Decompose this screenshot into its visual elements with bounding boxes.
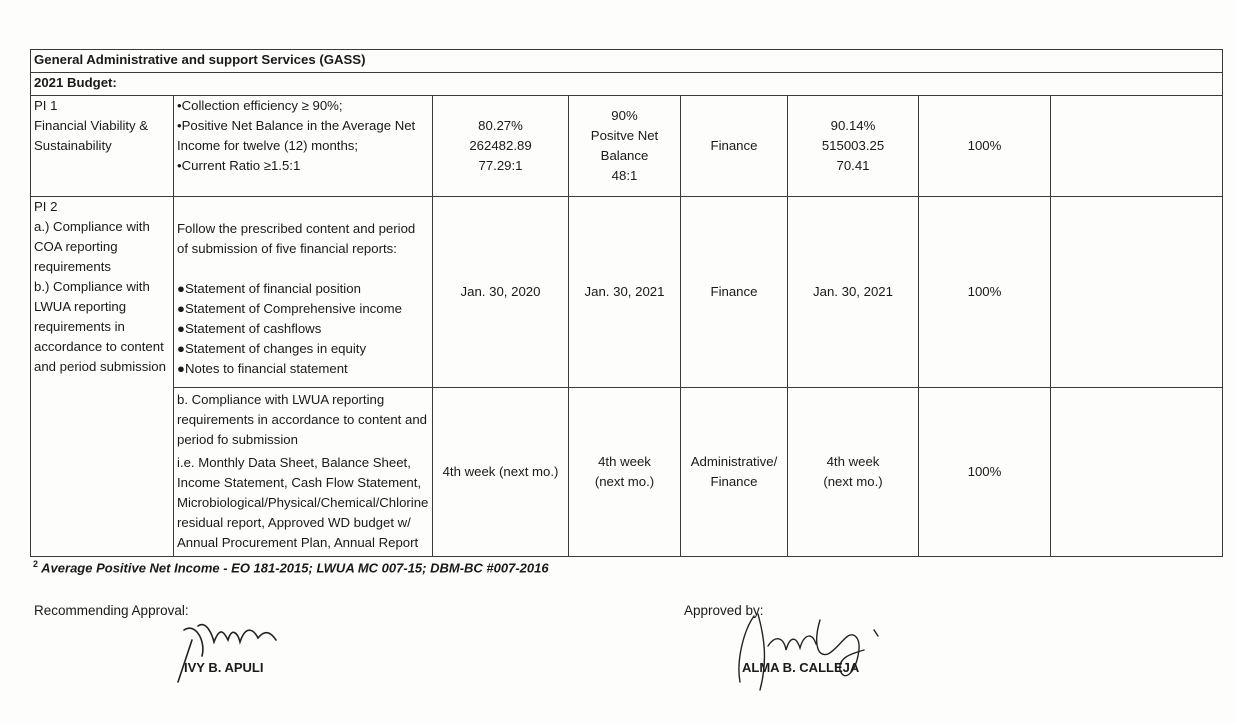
criteria-detail-line: Income Statement, Cash Flow Statement, bbox=[177, 475, 422, 490]
budget-label: 2021 Budget: bbox=[31, 73, 1223, 96]
target-line: 4th week bbox=[598, 454, 651, 469]
section-title: General Administrative and support Services (GASS) bbox=[31, 50, 1223, 73]
target-cell: Jan. 30, 2021 bbox=[569, 197, 681, 388]
indicator-line: a.) Compliance with bbox=[34, 219, 150, 234]
remarks-cell bbox=[1051, 388, 1223, 557]
indicator-line: and period submission bbox=[34, 359, 166, 374]
indicator-line: PI 2 bbox=[34, 199, 58, 214]
criteria-cell bbox=[174, 197, 433, 388]
criteria-line: Income for twelve (12) months; bbox=[177, 138, 359, 153]
recommending-approval-label: Recommending Approval: bbox=[34, 603, 189, 618]
table-row-pi2b bbox=[31, 388, 1223, 557]
criteria-line: b. Compliance with LWUA reporting bbox=[177, 392, 385, 407]
target-cell bbox=[569, 388, 681, 557]
criteria-detail-line: Microbiological/Physical/Chemical/Chlorine bbox=[177, 495, 429, 510]
target-line: (next mo.) bbox=[594, 474, 655, 489]
criteria-item: ●Statement of cashflows bbox=[177, 321, 322, 336]
baseline-line: 262482.89 bbox=[469, 138, 532, 153]
target-line: 48:1 bbox=[611, 168, 638, 183]
criteria-line: •Collection efficiency ≥ 90%; bbox=[177, 98, 343, 113]
table-row-pi2a bbox=[31, 197, 1223, 388]
indicator-line: Financial Viability & bbox=[34, 118, 149, 133]
footnote-text: Average Positive Net Income - EO 181-2015; LWUA MC 007-15; DBM-BC #007-2016 bbox=[41, 560, 549, 576]
responsible-cell: Finance bbox=[681, 197, 788, 388]
indicator-line: requirements bbox=[34, 259, 111, 274]
indicator-line: requirements in bbox=[34, 319, 125, 334]
footnote bbox=[33, 559, 549, 575]
criteria-item: ●Notes to financial statement bbox=[177, 361, 348, 376]
criteria-item: ●Statement of Comprehensive income bbox=[177, 301, 402, 316]
criteria-cell bbox=[174, 388, 433, 557]
responsible-cell bbox=[681, 388, 788, 557]
rating-cell: 100% bbox=[919, 96, 1051, 197]
criteria-detail-line: residual report, Approved WD budget w/ bbox=[177, 515, 411, 530]
approved-signatory-name: ALMA B. CALLEJA bbox=[742, 660, 860, 675]
target-line: Positve Net bbox=[590, 128, 659, 143]
actual-line: 70.41 bbox=[836, 158, 870, 173]
criteria-detail-line: i.e. Monthly Data Sheet, Balance Sheet, bbox=[177, 455, 411, 470]
criteria-cell bbox=[174, 96, 433, 197]
table-row-pi1 bbox=[31, 96, 1223, 197]
indicator-line: PI 1 bbox=[34, 98, 58, 113]
target-line: 90% bbox=[611, 108, 638, 123]
responsible-line: Finance bbox=[710, 474, 758, 489]
criteria-detail-line: Annual Procurement Plan, Annual Report bbox=[177, 535, 419, 550]
actual-line: 515003.25 bbox=[821, 138, 885, 153]
responsible-cell: Finance bbox=[681, 96, 788, 197]
criteria-line: •Current Ratio ≥1.5:1 bbox=[177, 158, 301, 173]
performance-table bbox=[30, 49, 1223, 557]
actual-cell: Jan. 30, 2021 bbox=[788, 197, 919, 388]
rating-cell: 100% bbox=[919, 388, 1051, 557]
actual-line: 90.14% bbox=[830, 118, 876, 133]
signature-apuli-icon bbox=[176, 612, 286, 687]
baseline-cell: Jan. 30, 2020 bbox=[433, 197, 569, 388]
actual-line: 4th week bbox=[826, 454, 880, 469]
actual-cell bbox=[788, 388, 919, 557]
approved-by-label: Approved by: bbox=[684, 603, 764, 618]
criteria-line: •Positive Net Balance in the Average Net bbox=[177, 118, 416, 133]
actual-cell bbox=[788, 96, 919, 197]
criteria-item: ●Statement of changes in equity bbox=[177, 341, 367, 356]
target-cell bbox=[569, 96, 681, 197]
criteria-line: Follow the prescribed content and period bbox=[177, 221, 416, 236]
indicator-line: b.) Compliance with bbox=[34, 279, 150, 294]
signature-calleja-icon bbox=[724, 610, 889, 700]
target-line: Balance bbox=[600, 148, 649, 163]
budget-label-row bbox=[31, 73, 1223, 96]
indicator-line: LWUA reporting bbox=[34, 299, 127, 314]
footnote-marker: 2 bbox=[33, 559, 39, 569]
indicator-cell bbox=[31, 197, 174, 557]
rating-cell: 100% bbox=[919, 197, 1051, 388]
criteria-item: ●Statement of financial position bbox=[177, 281, 361, 296]
recommending-signatory-name: IVY B. APULI bbox=[184, 660, 264, 675]
responsible-line: Administrative/ bbox=[690, 454, 778, 469]
criteria-line: of submission of five financial reports: bbox=[177, 241, 397, 256]
baseline-cell bbox=[433, 96, 569, 197]
actual-line: (next mo.) bbox=[823, 474, 883, 489]
indicator-cell bbox=[31, 96, 174, 197]
indicator-line: accordance to content bbox=[34, 339, 164, 354]
criteria-line: period fo submission bbox=[177, 432, 298, 447]
criteria-line: requirements in accordance to content and bbox=[177, 412, 427, 427]
baseline-cell: 4th week (next mo.) bbox=[433, 388, 569, 557]
baseline-line: 77.29:1 bbox=[478, 158, 523, 173]
baseline-line: 80.27% bbox=[478, 118, 523, 133]
section-title-row bbox=[31, 50, 1223, 73]
remarks-cell bbox=[1051, 197, 1223, 388]
remarks-cell bbox=[1051, 96, 1223, 197]
indicator-line: Sustainability bbox=[34, 138, 112, 153]
indicator-line: COA reporting bbox=[34, 239, 118, 254]
